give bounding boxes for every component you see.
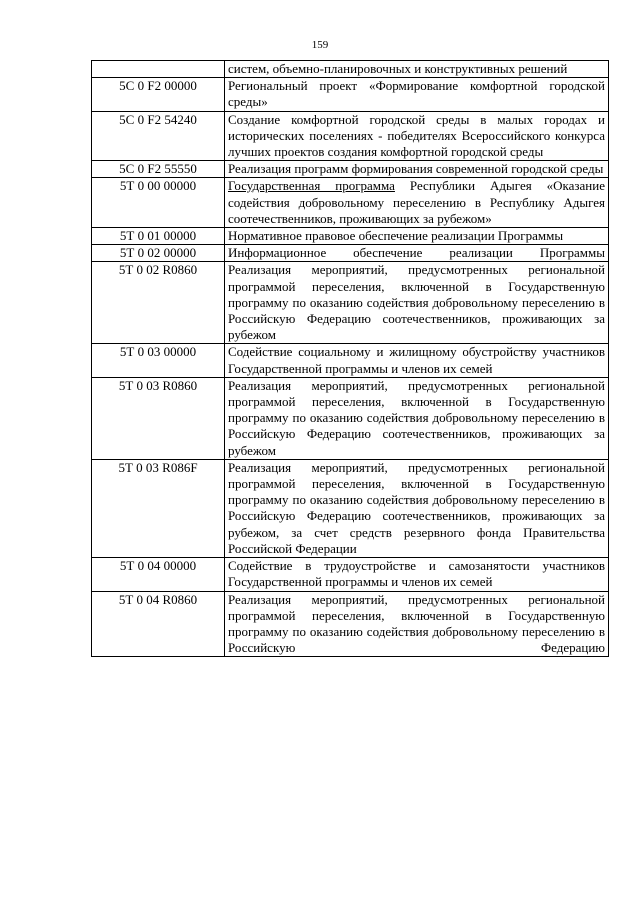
row-code: 5Т 0 04 R0860 — [92, 591, 225, 657]
row-description — [225, 459, 609, 557]
table-row — [92, 228, 609, 245]
row-code: 5Т 0 03 00000 — [92, 344, 225, 377]
budget-code-table — [91, 60, 609, 657]
row-description — [225, 377, 609, 459]
row-description — [225, 591, 609, 657]
row-code: 5С 0 F2 00000 — [92, 78, 225, 111]
description-text: Реализация мероприятий, предусмотренных региональной программой переселения, включенной в Государственную программу по оказанию содействия добровольному переселению в Российскую Федерацию соотечественников, проживающих за рубежом, за счет средств резервного фонда Правительства Российской Федерации — [228, 459, 605, 556]
table-row — [92, 178, 609, 228]
description-text: Реализация мероприятий, предусмотренных региональной программой переселения, включенной в Государственную программу по оказанию содействия добровольному переселению в Российскую Федерацию соотечественников, проживающих за рубежом — [228, 262, 605, 343]
row-description — [225, 262, 609, 344]
table-row — [92, 245, 609, 262]
program-title-underlined: Государственная программа — [228, 178, 395, 194]
description-text: систем, объемно-планировочных и конструктивных решений — [228, 61, 568, 76]
table-row — [92, 78, 609, 111]
description-text: Реализация мероприятий, предусмотренных региональной программой переселения, включенной в Государственную программу по оказанию содействия добровольному переселению в Российскую Федерацию — [228, 591, 605, 656]
description-text: Информационное обеспечение реализации Программы — [228, 245, 605, 261]
row-description — [225, 111, 609, 161]
description-text: Республики Адыгея «Оказание содействия добровольному переселению в Республику Адыгея соотечественников, проживающих за рубежом» — [228, 178, 605, 226]
description-text: Содействие социальному и жилищному обустройству участников Государственной программы и членов их семей — [228, 344, 605, 376]
row-description — [225, 178, 609, 228]
table-row — [92, 377, 609, 459]
row-description — [225, 61, 609, 78]
page-number: 159 — [311, 39, 329, 51]
row-description — [225, 245, 609, 262]
table-row — [92, 111, 609, 161]
table-row — [92, 161, 609, 178]
row-code: 5Т 0 02 R0860 — [92, 262, 225, 344]
description-text: Содействие в трудоустройстве и самозанятости участников Государственной программы и членов их семей — [228, 558, 605, 590]
row-description — [225, 558, 609, 591]
table-row — [92, 459, 609, 557]
description-text: Реализация программ формирования современной городской среды — [228, 161, 604, 177]
row-description — [225, 161, 609, 178]
row-code: 5Т 0 04 00000 — [92, 558, 225, 591]
table-row — [92, 262, 609, 344]
table-row — [92, 591, 609, 657]
table-body — [92, 61, 609, 657]
row-code: 5Т 0 00 00000 — [92, 178, 225, 228]
description-text: Нормативное правовое обеспечение реализации Программы — [228, 228, 564, 244]
row-code: 5С 0 F2 55550 — [92, 161, 225, 178]
table-row — [92, 344, 609, 377]
row-code: 5Т 0 01 00000 — [92, 228, 225, 245]
table-row — [92, 558, 609, 591]
row-code: 5Т 0 03 R086F — [92, 459, 225, 557]
row-description — [225, 344, 609, 377]
table-row — [92, 61, 609, 78]
description-text: Создание комфортной городской среды в малых городах и исторических поселениях - победителях Всероссийского конкурса лучших проектов создания комфортной городской среды — [228, 111, 605, 160]
row-code: 5Т 0 03 R0860 — [92, 377, 225, 459]
description-text: Региональный проект «Формирование комфортной городской среды» — [228, 78, 605, 110]
description-text: Реализация мероприятий, предусмотренных региональной программой переселения, включенной в Государственную программу по оказанию содействия добровольному переселению в Российскую Федерацию соотечественников, проживающих за рубежом — [228, 377, 605, 458]
row-description — [225, 228, 609, 245]
row-code: 5С 0 F2 54240 — [92, 111, 225, 161]
row-code — [92, 61, 225, 78]
row-code: 5Т 0 02 00000 — [92, 245, 225, 262]
row-description — [225, 78, 609, 111]
